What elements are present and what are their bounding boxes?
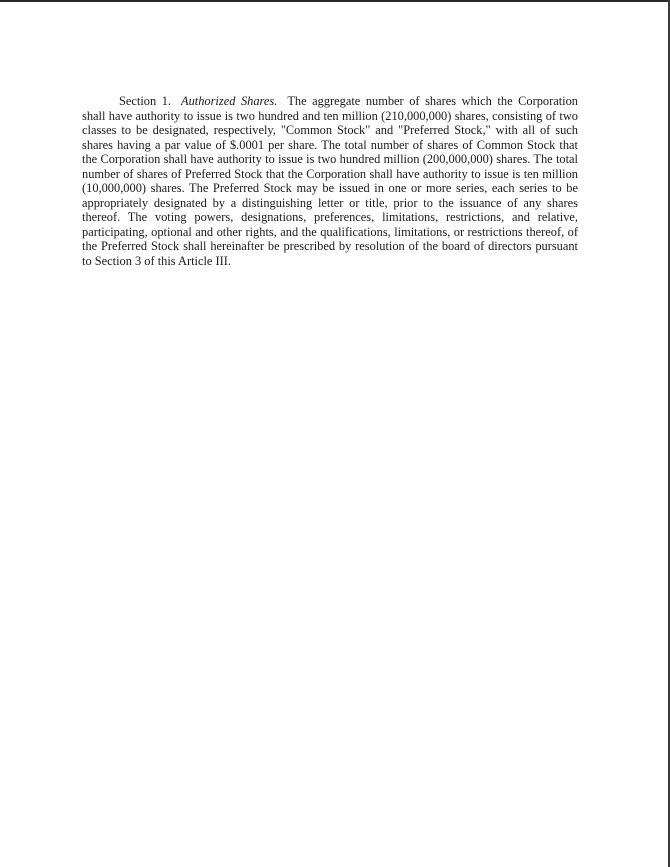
scan-edge-top — [0, 0, 670, 2]
section-1-paragraph — [82, 94, 578, 269]
section-label: Section 1. — [119, 94, 172, 108]
section-body-text: The aggregate number of shares which the Corporation shall have authority to issue is two hundred and ten million (210,000,000) shares, consisting of two classes to be designated, respectively, "Common Stock" and "Preferred Stock," with all of such shares having a par value of $.0001 per share. The total number of shares of Common Stock that the Corporation shall have authority to issue is two hundred million (200,000,000) shares. The total number of shares of Preferred Stock that the Corporation shall have authority to issue is ten million (10,000,000) shares. The Preferred Stock may be issued in one or more series, each series to be appropriately designated by a distinguishing letter or title, prior to the issuance of any shares thereof. The voting powers, designations, preferences, limitations, restrictions, and relative, participating, optional and other rights, and the qualifications, limitations, or restrictions thereof, of the Preferred Stock shall hereinafter be prescribed by resolution of the board of directors pursuant to Section 3 of this Article III. — [82, 94, 578, 269]
section-title: Authorized Shares. — [181, 94, 278, 108]
